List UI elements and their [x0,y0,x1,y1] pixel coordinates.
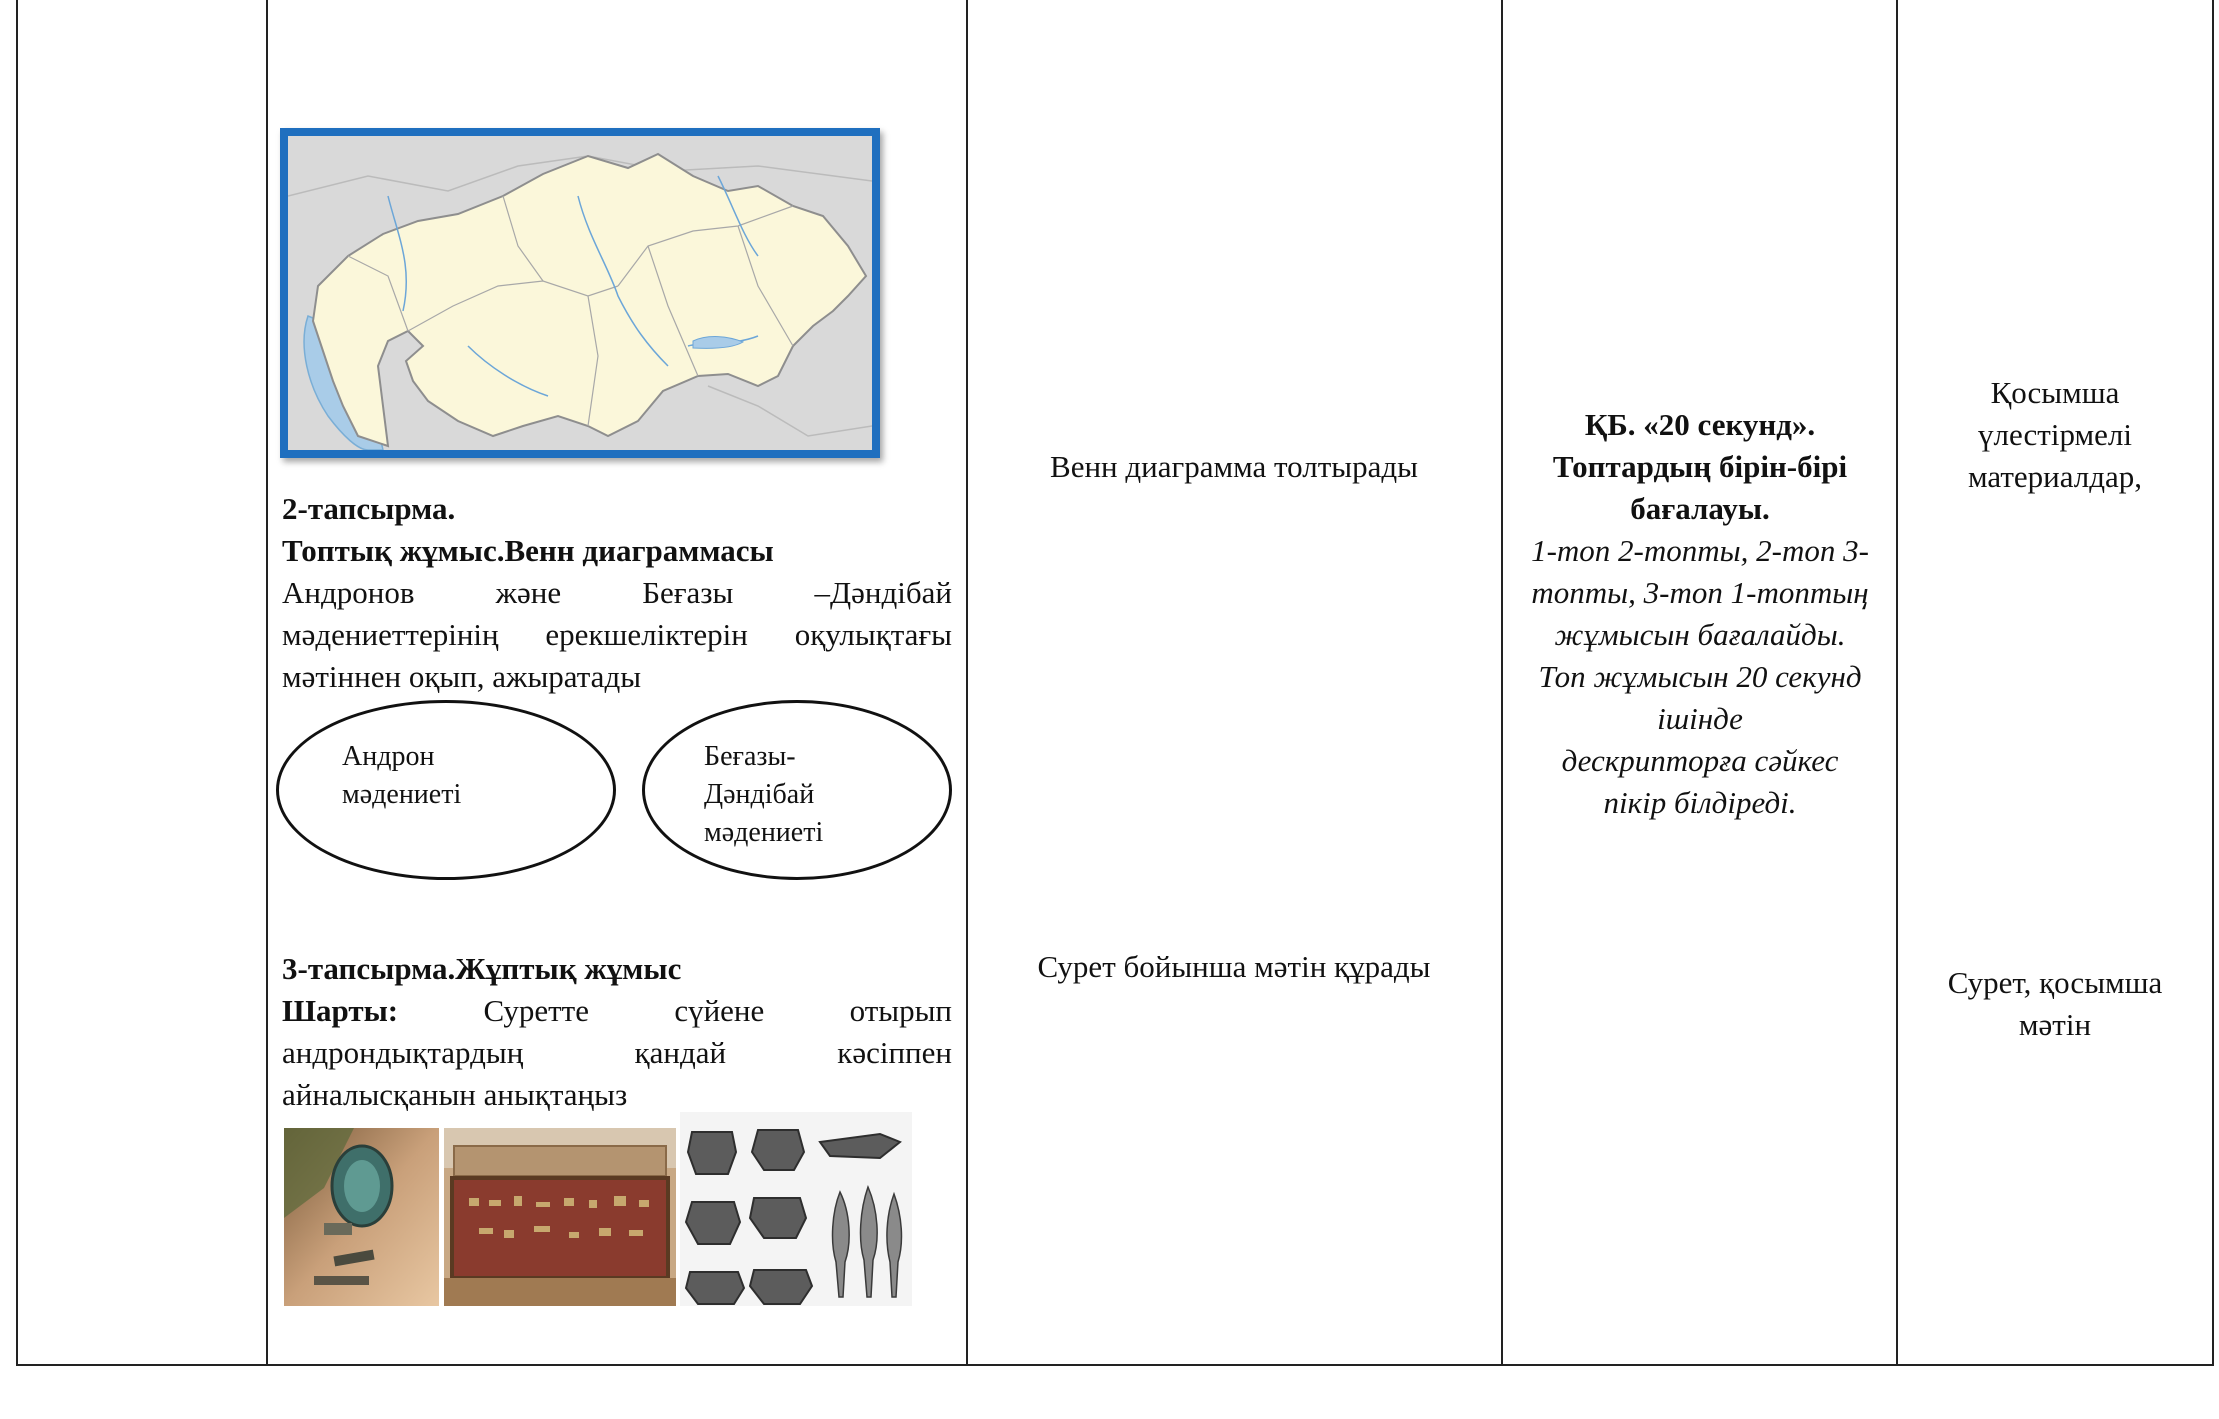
assessment-italic-1: 1-топ 2-топты, 2-топ 3- [1531,533,1869,568]
task3-line3: айналысқанын анықтаңыз [282,1077,628,1112]
table-border-bottom [16,1364,2214,1366]
venn-left-line1: Андрон [342,741,435,772]
task2-title: 2-тапсырма. [282,491,456,526]
assessment-line2: Топтардың бірін-бірі [1552,449,1848,484]
bronze-mirror-photo [284,1128,439,1306]
activity-text-compose: Сурет бойынша мәтін құрады [1037,949,1431,984]
task3-conditions-text: Суретте сүйене отырып [483,993,952,1028]
table-border-left [16,0,18,1366]
resources-line-4: Сурет, қосымша [1947,965,2163,1000]
assessment-italic-6: дескрипторға сәйкес [1561,743,1839,778]
assessment-italic-7: пікір білдіреді. [1603,785,1797,820]
assessment-italic-2: топты, 3-топ 1-топтың [1531,575,1869,610]
task2-description-line2: мәдениеттерінің ерекшеліктерін оқулықтағы [282,617,952,652]
venn-right-line1: Беғазы- [704,741,796,772]
museum-display-photo [444,1128,676,1306]
column-divider-4 [1896,0,1898,1366]
assessment-italic-3: жұмысын бағалайды. [1554,617,1846,652]
resources-block-1 [1898,372,2212,498]
assessment-italic-4: Топ жұмысын 20 секунд [1538,659,1862,694]
assessment-italic-5: ішінде [1657,701,1743,736]
kazakhstan-map-image [280,128,880,458]
task2-description-line3: мәтіннен оқып, ажыратады [282,659,642,694]
resources-line-5: мәтін [2018,1007,2092,1042]
task3-title: 3-тапсырма.Жұптық жұмыс [282,951,682,986]
resources-line-3: материалдар, [1967,459,2143,494]
task3-line2: андрондықтардың қандай кәсіппен [282,1035,952,1070]
column-divider-2 [966,0,968,1366]
task3-conditions-line1 [282,990,952,1032]
venn-right-line3: мәдениеті [704,817,824,848]
pottery-spearheads-photo [680,1112,912,1306]
venn-right-line2: Дәндібай [704,779,815,810]
assessment-line1: ҚБ. «20 секунд». [1584,407,1816,442]
resources-line-1: Қосымша [1990,375,2120,410]
venn-left-line2: мәдениеті [342,779,462,810]
task2-description-line1: Андронов және Беғазы –Дәндібай [282,575,952,610]
assessment-line3: бағалауы. [1630,491,1770,526]
task3-conditions-label: Шарты: [282,993,399,1028]
assessment-block [1504,404,1896,824]
column-divider-3 [1501,0,1503,1366]
activity-venn-fill: Венн диаграмма толтырады [1050,449,1418,484]
resources-block-2 [1898,962,2212,1046]
table-border-right [2212,0,2214,1366]
task2-subtitle: Топтық жұмыс.Венн диаграммасы [282,533,774,568]
resources-line-2: үлестірмелі [1978,417,2132,452]
column-divider-1 [266,0,268,1366]
